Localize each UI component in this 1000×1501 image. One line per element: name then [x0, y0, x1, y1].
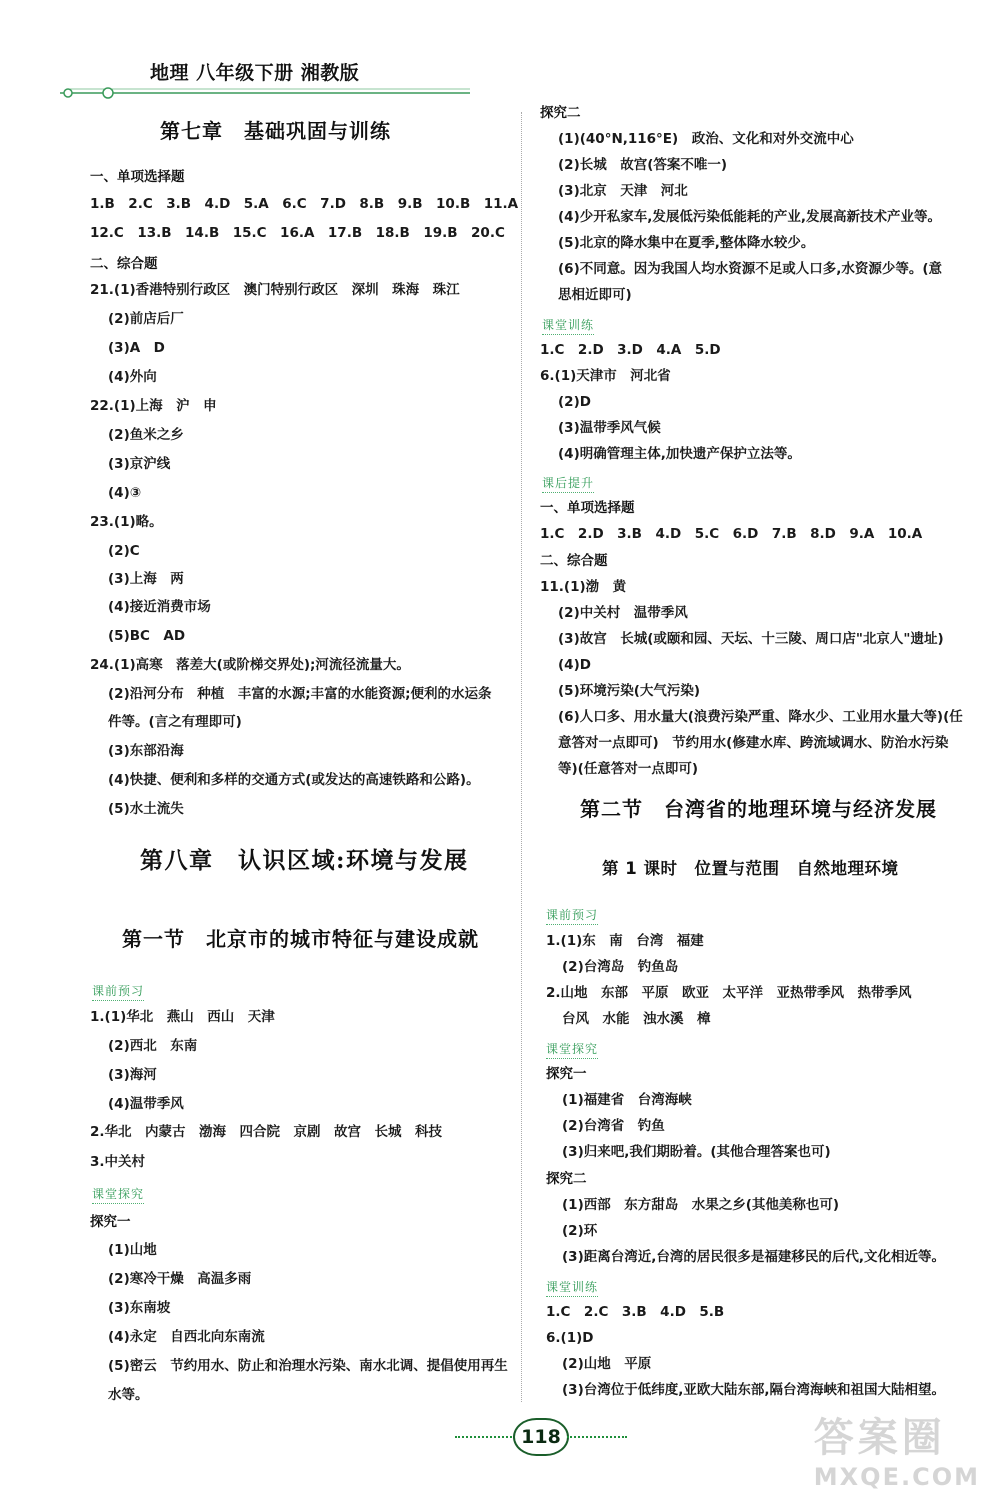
explore-heading: 探究一 [90, 1214, 131, 1230]
answer-line: 6.(1)D [546, 1330, 594, 1346]
page-number-dots-left [455, 1436, 515, 1438]
chapter-7-title: 第七章 基础巩固与训练 [160, 119, 391, 143]
answer-line: 1.C 2.D 3.B 4.D 5.C 6.D 7.B 8.D 9.A 10.A [540, 526, 923, 542]
section-heading: 二、综合题 [540, 553, 608, 569]
answer-line: (2)台湾岛 钓鱼岛 [562, 959, 679, 975]
answer-line: 24.(1)高寒 落差大(或阶梯交界处);河流径流量大。 [90, 657, 410, 673]
answer-line: (5)密云 节约用水、防止和治理水污染、南水北调、提倡使用再生 [108, 1358, 508, 1374]
answer-line: (2)C [108, 543, 140, 559]
answer-line: 3.中关村 [90, 1154, 146, 1170]
answer-line: 11.(1)渤 黄 [540, 579, 627, 595]
answer-line: (2)环 [562, 1223, 598, 1239]
answer-line: (3)海河 [108, 1067, 157, 1083]
answer-line: 1.(1)东 南 台湾 福建 [546, 933, 704, 949]
answer-line: (2)中关村 温带季风 [558, 605, 688, 621]
watermark-url: MXQE.COM [813, 1463, 980, 1491]
tag-preview: 课前预习 [546, 906, 598, 925]
answer-line: (6)不同意。因为我国人均水资源不足或人口多,水资源少等。(意 [558, 261, 943, 277]
answer-line: (3)上海 两 [108, 571, 184, 587]
answer-line: 1.C 2.D 3.D 4.A 5.D [540, 342, 721, 358]
answer-line: (4)快捷、便利和多样的交通方式(或发达的高速铁路和公路)。 [108, 772, 480, 788]
answer-line: (3)温带季风气候 [558, 420, 661, 436]
answer-line: (1)(40°N,116°E) 政治、文化和对外交流中心 [558, 131, 854, 147]
answer-line: (4)永定 自西北向东南流 [108, 1329, 265, 1345]
section-heading: 二、综合题 [90, 256, 158, 272]
answer-line: (5)BC AD [108, 628, 186, 644]
answer-line: (3)京沪线 [108, 456, 171, 472]
tag-after-class: 课后提升 [542, 474, 594, 493]
answer-line: 12.C 13.B 14.B 15.C 16.A 17.B 18.B 19.B 20.C [90, 225, 505, 241]
tag-preview: 课前预习 [92, 982, 144, 1001]
page-number-badge [455, 1418, 625, 1452]
answer-line: (2)D [558, 394, 591, 410]
answer-line: 台风 水能 浊水溪 樟 [562, 1011, 711, 1027]
tag-explore: 课堂探究 [92, 1185, 144, 1204]
answer-line: (2)山地 平原 [562, 1356, 652, 1372]
answer-line: 1.(1)华北 燕山 西山 天津 [90, 1009, 275, 1025]
answer-line: (6)人口多、用水量大(浪费污染严重、降水少、工业用水量大等)(任 [558, 709, 963, 725]
tag-explore: 课堂探究 [546, 1040, 598, 1059]
answer-line: 2.华北 内蒙古 渤海 四合院 京剧 故宫 长城 科技 [90, 1124, 443, 1140]
explore-heading: 探究二 [546, 1171, 587, 1187]
section-heading: 一、单项选择题 [540, 500, 635, 516]
answer-line: (3)东南坡 [108, 1300, 171, 1316]
answer-line: (5)水土流失 [108, 801, 184, 817]
chapter-8-title: 第八章 认识区域:环境与发展 [140, 847, 469, 874]
answer-line: (4)外向 [108, 369, 157, 385]
answer-line: 22.(1)上海 沪 申 [90, 398, 217, 414]
answer-line: (4)明确管理主体,加快遗产保护立法等。 [558, 446, 801, 462]
answer-line: (1)西部 东方甜岛 水果之乡(其他美称也可) [562, 1197, 840, 1213]
page-header-title: 地理 八年级下册 湘教版 [150, 62, 360, 84]
answer-line: (2)台湾省 钓鱼 [562, 1118, 665, 1134]
answer-line: 23.(1)略。 [90, 514, 163, 530]
section-heading: 一、单项选择题 [90, 169, 185, 185]
answer-line: (3)台湾位于低纬度,亚欧大陆东部,隔台湾海峡和祖国大陆相望。 [562, 1382, 945, 1398]
answer-line: 6.(1)天津市 河北省 [540, 368, 671, 384]
answer-line: (2)沿河分布 种植 丰富的水源;丰富的水能资源;便利的水运条 [108, 686, 492, 702]
page-number: 118 [513, 1418, 569, 1456]
answer-line: (4)少开私家车,发展低污染低能耗的产业,发展高新技术产业等。 [558, 209, 941, 225]
column-divider [521, 112, 522, 1402]
answer-line: (1)山地 [108, 1242, 157, 1258]
page-number-dots-right [567, 1436, 627, 1438]
answer-line: (3)归来吧,我们期盼着。(其他合理答案也可) [562, 1144, 831, 1160]
answer-line: (4)接近消费市场 [108, 599, 211, 615]
answer-line: (5)北京的降水集中在夏季,整体降水较少。 [558, 235, 815, 251]
answer-line: (3)距离台湾近,台湾的居民很多是福建移民的后代,文化相近等。 [562, 1249, 945, 1265]
answer-line: (2)寒冷干燥 高温多雨 [108, 1271, 252, 1287]
answer-line: (2)长城 故宫(答案不唯一) [558, 157, 728, 173]
answer-line: (3)故宫 长城(或颐和园、天坛、十三陵、周口店"北京人"遗址) [558, 631, 944, 647]
answer-line: 21.(1)香港特别行政区 澳门特别行政区 深圳 珠海 珠江 [90, 282, 460, 298]
lesson-1-title: 第 1 课时 位置与范围 自然地理环境 [602, 859, 899, 878]
answer-line: (1)福建省 台湾海峡 [562, 1092, 692, 1108]
answer-line: 等)(任意答对一点即可) [558, 761, 699, 777]
answer-line: 思相近即可) [558, 287, 632, 303]
answer-line: (2)鱼米之乡 [108, 427, 184, 443]
answer-line: 1.B 2.C 3.B 4.D 5.A 6.C 7.D 8.B 9.B 10.B 11.A [90, 196, 519, 212]
answer-line: (4)③ [108, 485, 142, 501]
section-2-title: 第二节 台湾省的地理环境与经济发展 [580, 797, 937, 821]
answer-line: 意答对一点即可) 节约用水(修建水库、跨流域调水、防治水污染 [558, 735, 949, 751]
answer-line: 件等。(言之有理即可) [108, 714, 242, 730]
watermark-logo-text: 答案圈 [813, 1415, 946, 1461]
tag-class-training: 课堂训练 [546, 1278, 598, 1297]
answer-line: 2.山地 东部 平原 欧亚 太平洋 亚热带季风 热带季风 [546, 985, 912, 1001]
watermark [814, 1406, 980, 1491]
answer-line: (3)东部沿海 [108, 743, 184, 759]
section-1-title: 第一节 北京市的城市特征与建设成就 [122, 927, 479, 951]
answer-line: (2)西北 东南 [108, 1038, 198, 1054]
answer-line: (3)A D [108, 340, 165, 356]
answer-line: 水等。 [108, 1387, 149, 1403]
answer-line: (3)北京 天津 河北 [558, 183, 688, 199]
answer-line: (4)温带季风 [108, 1096, 184, 1112]
explore-heading: 探究二 [540, 105, 581, 121]
tag-class-training: 课堂训练 [542, 316, 594, 335]
answer-line: 1.C 2.C 3.B 4.D 5.B [546, 1304, 725, 1320]
answer-line: (2)前店后厂 [108, 311, 184, 327]
explore-heading: 探究一 [546, 1066, 587, 1082]
answer-line: (5)环境污染(大气污染) [558, 683, 701, 699]
answer-line: (4)D [558, 657, 591, 673]
header-decorative-rule [60, 84, 470, 100]
